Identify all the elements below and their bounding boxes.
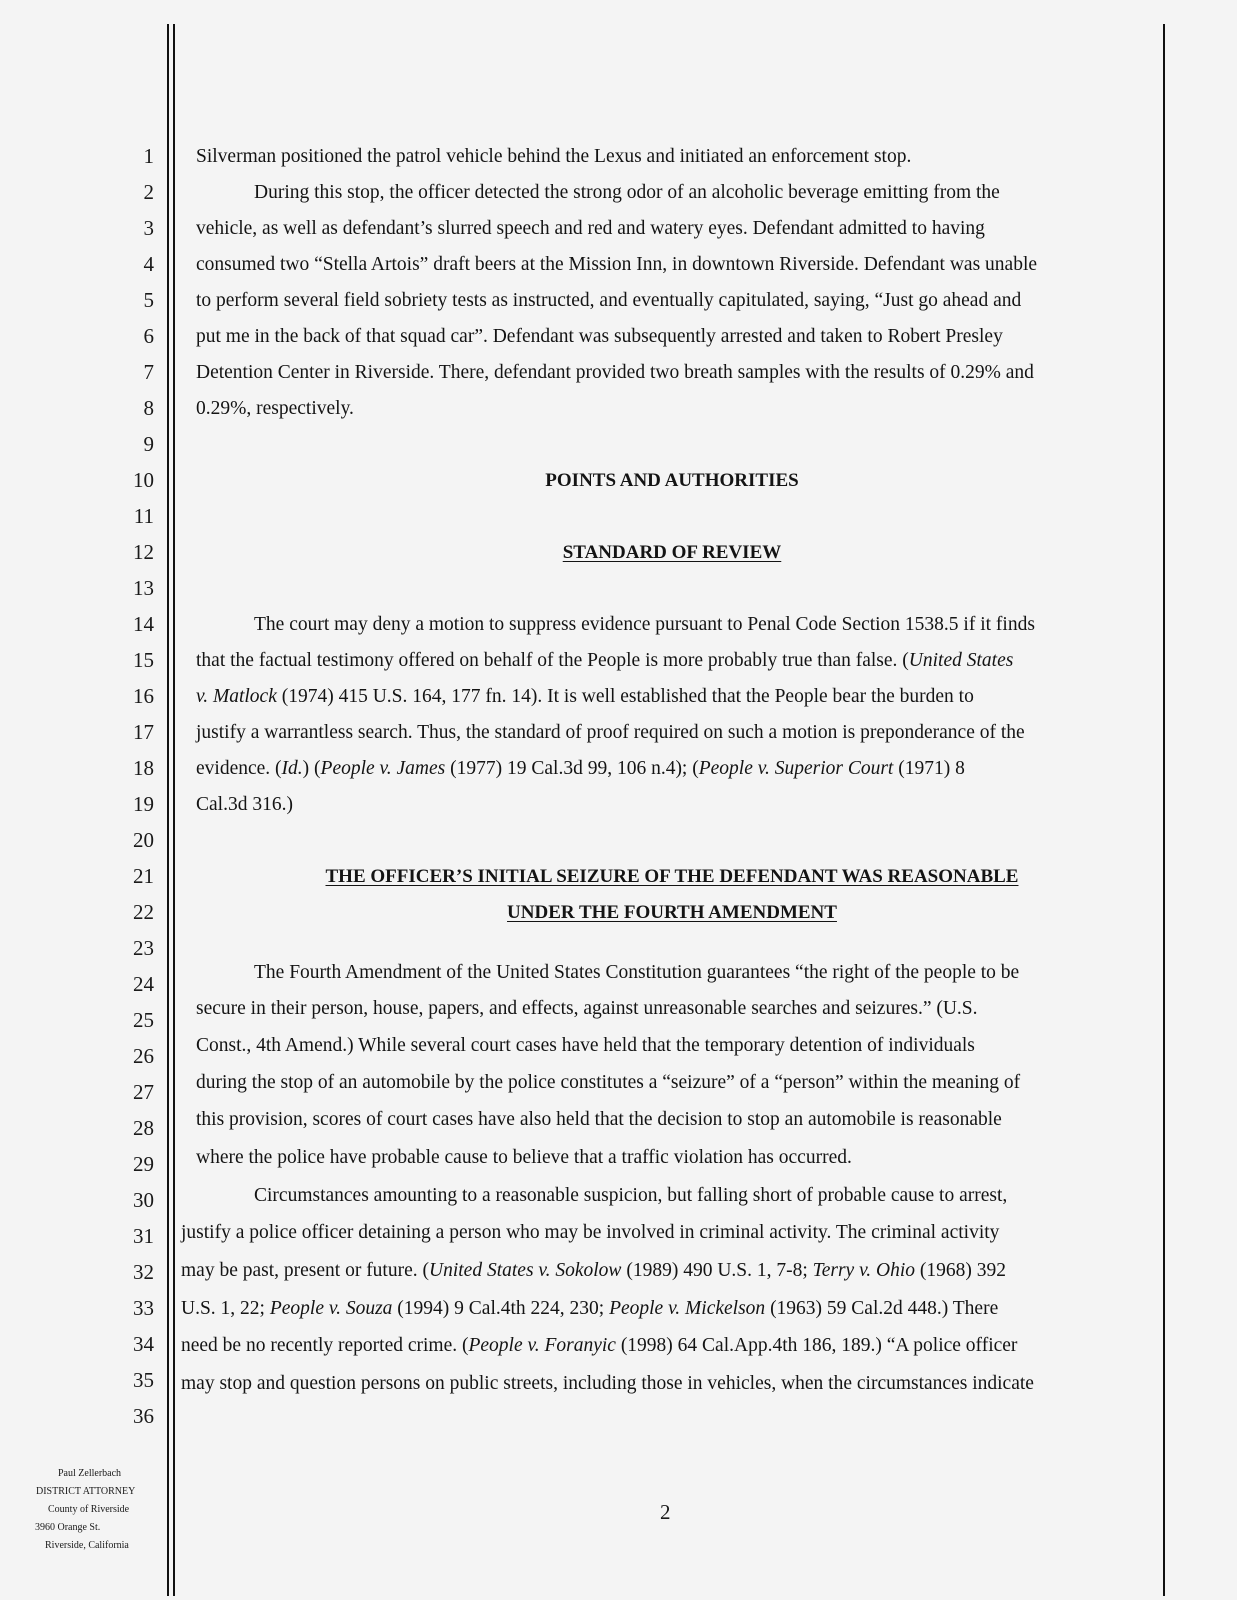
line-number: 36 [133,1404,154,1428]
line-number: 14 [133,612,154,636]
case-citation: People v. Foranyic [468,1335,616,1356]
line-number: 22 [133,900,154,924]
line-number: 4 [143,252,154,276]
line-number: 34 [133,1332,154,1356]
attorney-city: Riverside, California [45,1540,129,1551]
line-number: 19 [133,792,154,816]
case-citation: Terry v. Ohio [812,1260,916,1281]
left-margin-rule-outer [167,24,169,1596]
text-line: justify a warrantless search. Thus, the standard of proof required on such a motion is preponderance of the [196,722,1025,743]
text-line: this provision, scores of court cases have also held that the decision to stop an automobile is reasonable [196,1109,1002,1130]
line-number: 3 [143,216,154,240]
right-margin-rule [1163,24,1165,1596]
text-line: v. Matlock (1974) 415 U.S. 164, 177 fn. 14). It is well established that the People bear the burden to [196,686,974,707]
case-citation: United States v. Sokolow [429,1260,622,1281]
line-number: 8 [143,396,154,420]
line-number: 25 [133,1008,154,1032]
line-number: 7 [143,360,154,384]
text-line: consumed two “Stella Artois” draft beers at the Mission Inn, in downtown Riverside. Defendant was unable [196,254,1038,275]
line-number: 29 [133,1152,154,1176]
line-number: 2 [143,180,154,204]
line-number: 1 [143,144,154,168]
section-heading-standard-of-review: STANDARD OF REVIEW [562,542,782,563]
line-number: 27 [133,1080,154,1104]
left-margin-rule-inner [173,24,175,1596]
line-number: 5 [143,288,154,312]
case-citation: People v. Mickelson [609,1298,766,1319]
line-number: 32 [133,1260,154,1284]
text-line: secure in their person, house, papers, and effects, against unreasonable searches and seizures.” (U.S. [196,998,978,1019]
line-number: 21 [133,864,154,888]
section-heading-initial-seizure: THE OFFICER’S INITIAL SEIZURE OF THE DEFENDANT WAS REASONABLE [325,866,1019,887]
line-number: 33 [133,1296,154,1320]
line-number: 20 [133,828,154,852]
section-heading-fourth-amendment: UNDER THE FOURTH AMENDMENT [507,902,837,923]
case-citation: United States [908,650,1014,671]
line-number: 10 [133,468,154,492]
text-line: justify a police officer detaining a person who may be involved in criminal activity. The criminal activity [181,1222,1000,1243]
text-line: U.S. 1, 22; People v. Souza (1994) 9 Cal.4th 224, 230; People v. Mickelson (1963) 59 Cal.2d 448.) There [181,1298,999,1319]
text-line: during the stop of an automobile by the police constitutes a “seizure” of a “person” within the meaning of [196,1072,1021,1093]
line-number: 16 [133,684,154,708]
line-number: 31 [133,1224,154,1248]
text-line: that the factual testimony offered on behalf of the People is more probably true than false. (United States [196,650,1014,671]
text-line: Silverman positioned the patrol vehicle behind the Lexus and initiated an enforcement stop. [196,146,912,167]
text-line: Cal.3d 316.) [196,794,293,815]
text-line: The Fourth Amendment of the United States Constitution guarantees “the right of the people to be [254,962,1020,983]
line-number: 11 [133,504,154,528]
case-citation: People v. Superior Court [698,758,894,779]
case-citation: Id. [281,758,303,779]
line-number: 23 [133,936,154,960]
line-number: 15 [133,648,154,672]
page-number: 2 [660,1500,671,1524]
section-heading-points-and-authorities: POINTS AND AUTHORITIES [545,470,799,491]
line-number: 17 [133,720,154,744]
case-citation: v. Matlock [196,686,277,707]
line-number: 6 [143,324,154,348]
case-citation: People v. Souza [269,1298,393,1319]
attorney-county: County of Riverside [48,1504,130,1515]
text-line: to perform several field sobriety tests as instructed, and eventually capitulated, saying, “Just go ahead and [196,290,1022,311]
text-line: Circumstances amounting to a reasonable suspicion, but falling short of probable cause to arrest, [254,1185,1008,1206]
attorney-footer-block [30,1465,160,1555]
text-line: may stop and question persons on public streets, including those in vehicles, when the circumstances indicate [181,1373,1034,1394]
text-line: where the police have probable cause to believe that a traffic violation has occurred. [196,1147,852,1168]
text-line: vehicle, as well as defendant’s slurred speech and red and watery eyes. Defendant admitted to having [196,218,985,239]
text-line: may be past, present or future. (United States v. Sokolow (1989) 490 U.S. 1, 7-8; Terry v. Ohio (1968) 392 [181,1260,1007,1281]
text-line: The court may deny a motion to suppress evidence pursuant to Penal Code Section 1538.5 if it finds [254,614,1035,635]
line-number: 12 [133,540,154,564]
text-line: Detention Center in Riverside. There, defendant provided two breath samples with the results of 0.29% and [196,362,1034,383]
line-number: 13 [133,576,154,600]
line-number: 28 [133,1116,154,1140]
attorney-title: DISTRICT ATTORNEY [36,1486,136,1497]
text-line: put me in the back of that squad car”. Defendant was subsequently arrested and taken to Robert Presley [196,326,1003,347]
line-number: 30 [133,1188,154,1212]
line-number: 24 [133,972,154,996]
case-citation: People v. James [320,758,446,779]
text-line: During this stop, the officer detected the strong odor of an alcoholic beverage emitting from the [254,182,1000,203]
line-number: 18 [133,756,154,780]
line-number: 35 [133,1368,154,1392]
text-line: Const., 4th Amend.) While several court cases have held that the temporary detention of individuals [196,1035,975,1056]
line-number: 26 [133,1044,154,1068]
attorney-name: Paul Zellerbach [58,1468,122,1479]
text-line: evidence. (Id.) (People v. James (1977) 19 Cal.3d 99, 106 n.4); (People v. Superior Court (1971) 8 [196,758,965,779]
text-line: 0.29%, respectively. [196,398,354,419]
text-line: need be no recently reported crime. (People v. Foranyic (1998) 64 Cal.App.4th 186, 189.) “A police officer [181,1335,1018,1356]
attorney-street: 3960 Orange St. [35,1522,101,1533]
line-number: 9 [143,432,154,456]
